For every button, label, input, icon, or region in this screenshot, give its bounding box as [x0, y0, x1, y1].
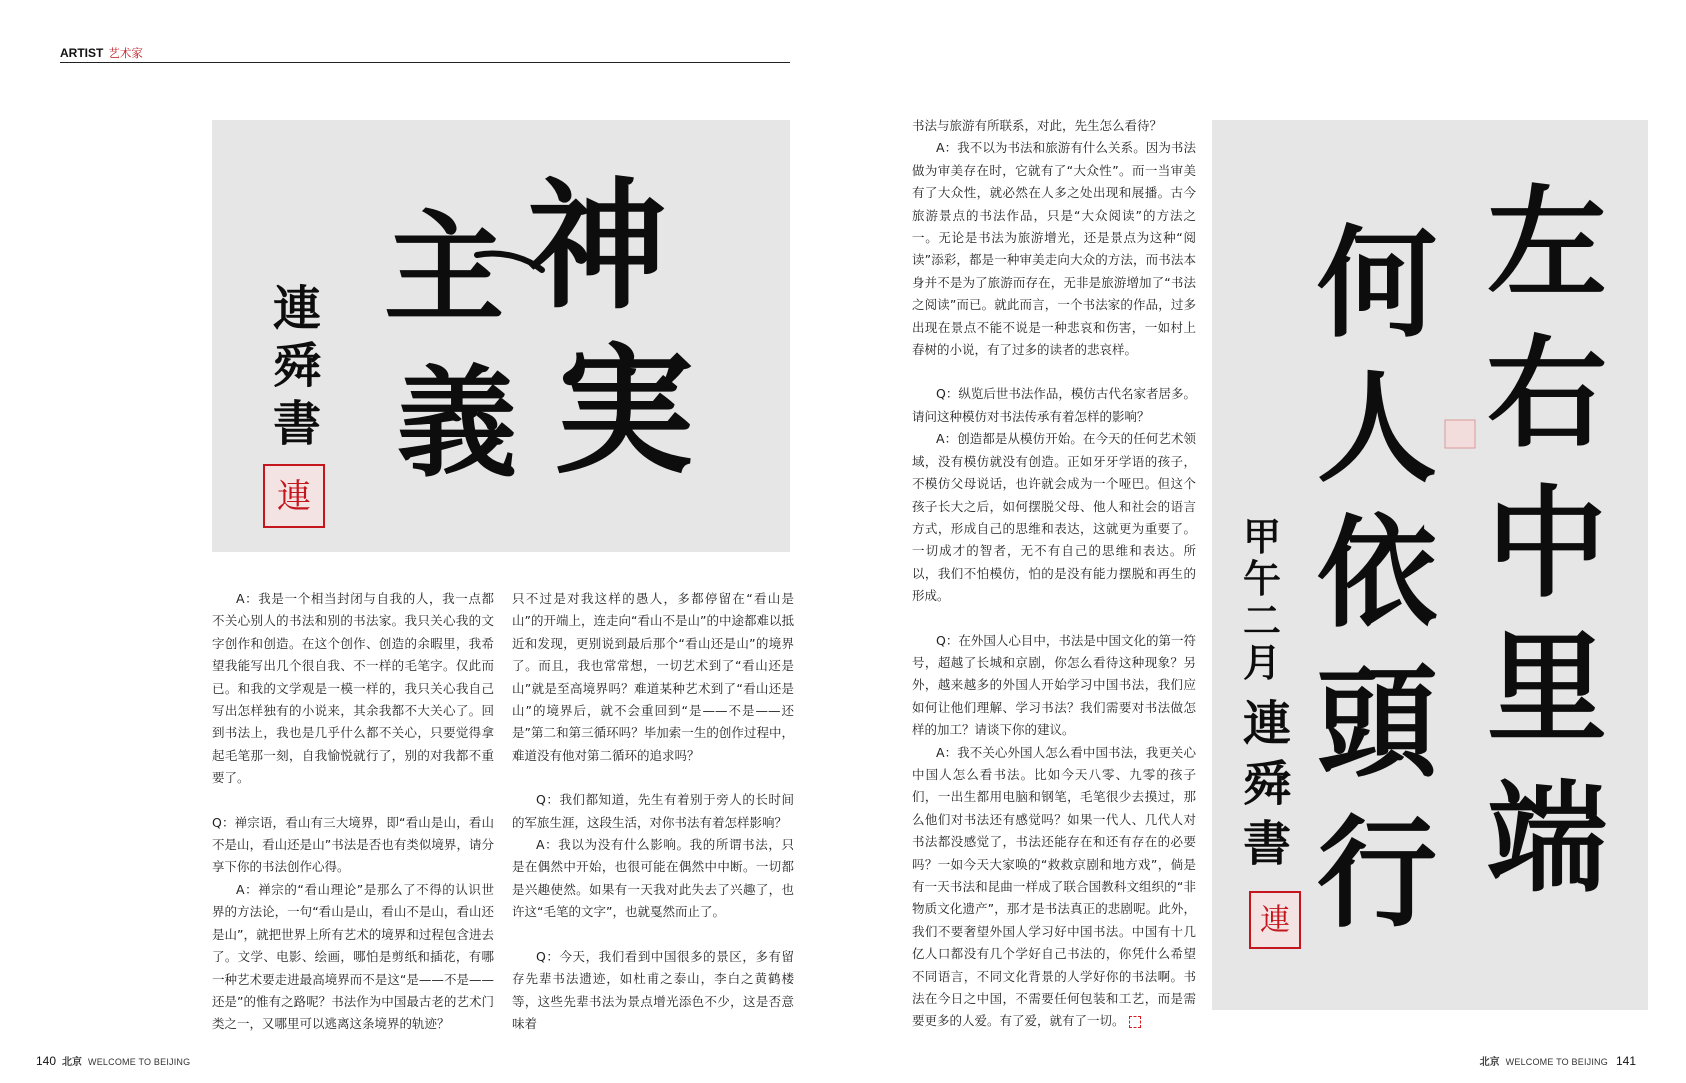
- magazine-name-cn: 北京: [62, 1057, 83, 1068]
- art-right-char-4: 里: [1487, 618, 1607, 759]
- end-mark-icon: [1129, 1016, 1141, 1028]
- question-paragraph: Q：纵览后世书法作品，模仿古代名家者居多。请问这种模仿对书法传承有着怎样的影响？: [912, 386, 1196, 424]
- art-right-char-10: 行: [1317, 803, 1437, 944]
- paragraph: A：我是一个相当封闭与自我的人，我一点都不关心别人的书法和别的书法家。我只关心我的文字创作和创造。在这个创作、创造的余暇里，我希望我能写出几个很自我、不一样的毛笔字。仅此而已。和我的文学观是一模一样的，我只关心我自己写出怎样独有的小说来，其余我都不大关心了。回到书法上，我也是几乎什么都不关心，只要觉得拿起毛笔那一刻，自我愉悦就行了，别的对我都不重要了。: [212, 591, 494, 786]
- article-column-3: [912, 115, 1196, 1033]
- art-right-char-8: 依: [1317, 503, 1437, 644]
- magazine-name-cn: 北京: [1479, 1057, 1500, 1068]
- art-right-date-1: 甲: [1242, 514, 1282, 559]
- paragraph: A：禅宗的“看山理论”是那么了不得的认识世界的方法论，一句“看山是山，看山不是山，看山还是山”，就把世界上所有艺术的境界和过程包含进去了。文学、电影、绘画，哪怕是剪纸和插花，有哪一种艺术要走进最高境界而不是这“是——不是——还是”的惟有之路呢？书法作为中国最古老的艺术门类之一，又哪里可以逃离这条境界的轨迹？: [212, 881, 494, 1032]
- paragraph: 只不过是对我这样的愚人，多都停留在“看山是山”的开端上，连走向“看山不是山”的中途都难以抵近和发现，更别说到最后那个“看山还是山”的境界了。而且，我也常常想，一切艺术到了“看山还是山”就是至高境界吗？难道某种艺术到了“看山还是山”的境界后，就不会重回到“是——不是——还是”第二和第三循环吗？毕加索一生的创作过程中，难道没有他对第二循环的追求吗？: [512, 591, 794, 763]
- paragraph: 书法与旅游有所联系，对此，先生怎么看待？: [912, 118, 1163, 133]
- art-right-char-7: 人: [1317, 358, 1437, 499]
- question-paragraph: Q：在外国人心目中，书法是中国文化的第一符号，超越了长城和京剧，你怎么看待这种现象？另外，越来越多的外国人开始学习中国书法，我们应如何让他们理解、学习书法？我们需要对书法做怎样的加工？请谈下你的建议。: [912, 632, 1196, 738]
- artist-seal-left: [264, 465, 324, 527]
- paragraph: A：我以为没有什么影响。我的所谓书法，只是在偶然中开始，也很可能在偶然中中断。一切都是兴趣使然。如果有一天我对此失去了兴趣了，也许这“毛笔的文字”，也就戛然而止了。: [512, 837, 794, 920]
- article-column-1: [212, 588, 494, 1036]
- art-right-date-4: 月: [1242, 640, 1282, 685]
- magazine-name-en: WELCOME TO BEIJING: [1505, 1057, 1608, 1067]
- art-right-sig-2: 舜: [1242, 756, 1292, 812]
- paragraph: A：我不以为书法和旅游有什么关系。因为书法做为审美存在时，它就有了“大众性”。而一当审美有了大众性，就必然在人多之处出现和展播。古今旅游景点的书法作品，只是“大众阅读”的方法之一。无论是书法为旅游增光，还是景点为这种“阅读”添彩，都是一种审美走向大众的方法，而书法本身并不是为了旅游而存在，无非是旅游增加了“书法之阅读”而已。就此而言，一个书法家的作品，过多出现在景点不能不说是一种悲哀和伤害，一如村上春树的小说，有了过多的读者的悲哀样。: [912, 140, 1196, 358]
- magazine-name-en: WELCOME TO BEIJING: [88, 1057, 191, 1067]
- art-right-date-2: 午: [1242, 556, 1282, 601]
- art-right-char-3: 中: [1487, 473, 1607, 614]
- svg-text:連: 連: [1260, 903, 1290, 938]
- art-right-date-3: 二: [1242, 598, 1282, 643]
- section-label-en: ARTIST: [60, 46, 104, 60]
- art-right-sig-3: 書: [1242, 816, 1292, 872]
- question-paragraph: Q：今天，我们看到中国很多的景区，多有留存先辈书法遗迹，如杜甫之泰山，李白之黄鹤楼等，这些先辈书法为景点增光添色不少，这是否意味着: [512, 948, 794, 1031]
- art-left-char-2: 実: [553, 330, 695, 494]
- section-label-cn: 艺术家: [108, 46, 143, 60]
- art-left-sig-1: 連: [272, 281, 322, 337]
- art-right-char-2: 右: [1487, 323, 1607, 464]
- small-seal-mark: [1445, 420, 1475, 448]
- art-right-char-9: 頭: [1317, 653, 1437, 794]
- art-left-char-3: 主: [384, 198, 504, 339]
- art-right-char-5: 端: [1487, 768, 1607, 909]
- calligraphy-artwork-left: [212, 120, 790, 552]
- calligraphy-artwork-right: [1212, 120, 1648, 1010]
- page-number-left: 140: [36, 1054, 57, 1068]
- art-left-char-4: 義: [397, 353, 517, 494]
- question-paragraph: Q：禅宗语，看山有三大境界，即“看山是山，看山不是山，看山还是山”书法是否也有类似境界，请分享下你的书法创作心得。: [212, 814, 494, 875]
- final-answer-text: A：我不关心外国人怎么看中国书法，我更关心中国人怎么看书法。比如今天八零、九零的孩子们，一出生都用电脑和钢笔，毛笔很少去摸过，那么他们对书法还有感觉吗？如果一代人、几代人对书法都没感觉了，书法还能存在和还有存在的必要吗？一如今天大家唤的“救救京剧和地方戏”，倘是有一天书法和昆曲一样成了联合国教科文组织的“非物质文化遗产”，那才是书法真正的悲剧呢。此外，我们不要奢望外国人学习好中国书法。中国有十几亿人口都没有几个学好自己书法的，你凭什么希望不同语言，不同文化背景的人学好你的书法啊。书法在今日之中国，不需要任何包装和工艺，而是需要更多的人爱。有了爱，就有了一切。: [912, 744, 1196, 1029]
- page-number-right: 141: [1615, 1054, 1636, 1068]
- svg-text:連: 連: [277, 477, 311, 517]
- art-left-sig-3: 書: [272, 396, 322, 452]
- artist-seal-right: [1250, 892, 1300, 948]
- art-right-sig-1: 連: [1242, 696, 1292, 752]
- question-paragraph: Q：我们都知道，先生有着别于旁人的长时间的军旅生涯，这段生活，对你书法有着怎样影响？: [512, 792, 794, 830]
- article-column-2: [512, 588, 794, 1035]
- art-right-char-1: 左: [1487, 173, 1607, 314]
- section-header: [60, 42, 790, 63]
- art-left-sig-2: 舜: [272, 338, 322, 394]
- footer-left: [36, 1053, 190, 1068]
- footer-right: [1474, 1053, 1636, 1068]
- art-right-char-6: 何: [1317, 213, 1437, 354]
- paragraph: [912, 742, 1196, 1033]
- art-left-char-1: 神: [526, 165, 668, 329]
- paragraph: A：创造都是从模仿开始。在今天的任何艺术领域，没有模仿就没有创造。正如牙牙学语的孩子，不模仿父母说话，也许就会成为一个哑巴。但这个孩子长大之后，如何摆脱父母、他人和社会的语言方式，形成自己的思维和表达，这就更为重要了。一切成才的智者，无不有自己的思维和表达。所以，我们不怕模仿，怕的是没有能力摆脱和再生的形成。: [912, 431, 1196, 604]
